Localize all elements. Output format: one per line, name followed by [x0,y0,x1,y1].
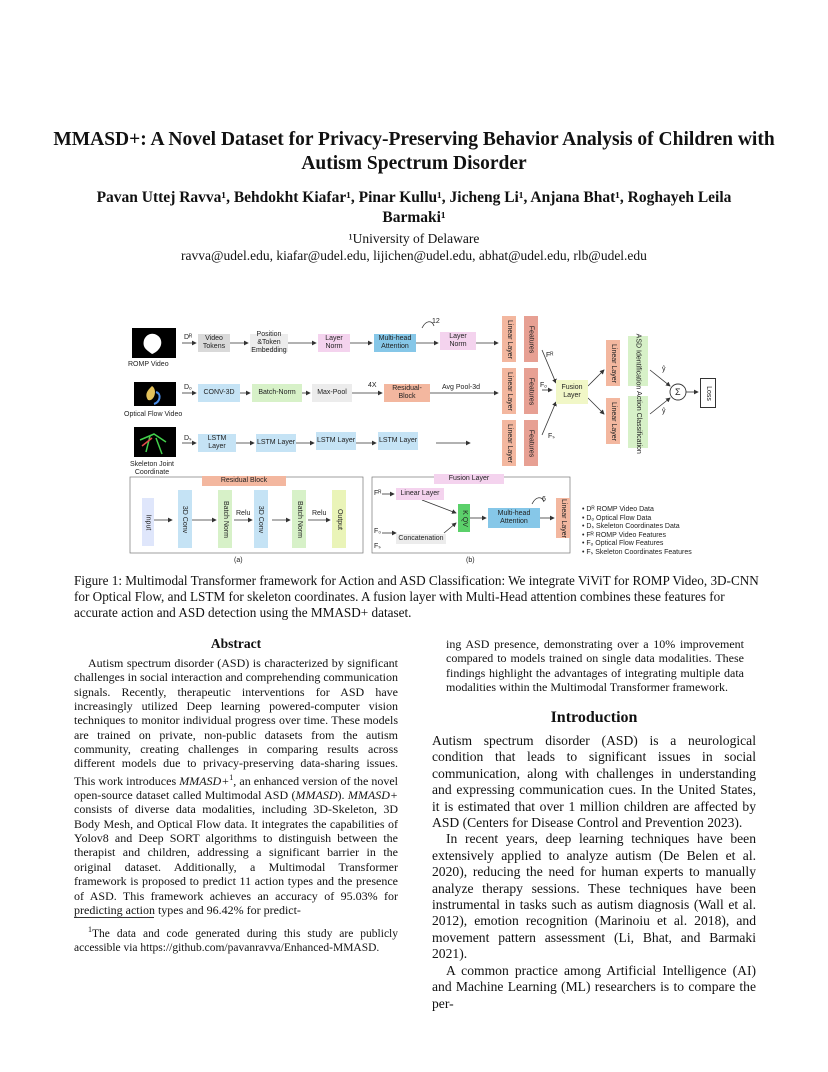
fusion-panel-title: Fusion Layer [434,474,504,484]
symbol-fo: Fₒ [540,382,547,389]
linear-layer-2: Linear Layer [502,368,516,414]
legend-item: • Fₛ Skeleton Coordinates Features [582,548,692,556]
head-linear-2: Linear Layer [606,398,620,444]
subfigure-a: (a) [234,557,243,564]
batchnorm-block: Batch-Norm [252,384,302,402]
intro-paragraph-1: Autism spectrum disorder (ASD) is a neurological condition that leads to significant issues in social communication, along with challenges in understanding and expressing communication cues. In the United States, it is estimated that over 1 million children are affected by ASD (Centers for Disease Control and Prevention 2023). [432,733,756,831]
repeat-4x-label: 4X [368,382,377,389]
intro-paragraph-2: In recent years, deep learning techniques have been extensively applied to analyze autism (De Belen et al. 2020), reducing the need for human experts to manually analyze therapy sessions. These techniques have been instrumental in tasks such as autism diagnosis (Wall et al. 2012), emotion recognition (Marinoiu et al. 2018), and movement pattern assessment (Li, Bhat, and Barmaki 2021). [432,831,756,962]
yhat-2: ŷ [662,408,666,415]
legend-item: • Dᴿ ROMP Video Data [582,506,654,513]
embedding-block: Position &Token Embedding [251,331,287,354]
abstract-continuation: ing ASD presence, demonstrating over a 10% improvement compared to models trained on single data modalities. These findings highlight the advantages of integrating multiple data modalities within the Multimodal Transformer framework. [446,637,744,695]
linear-layer-1: Linear Layer [502,316,516,362]
repeat-6-label: 6 [542,496,546,503]
features-2: Features [524,368,538,414]
optical-flow-label: Optical Flow Video [124,411,183,418]
relu-label-1: Relu [236,510,251,517]
legend-item: • Dₛ Skeleton Coordinates Data [582,523,680,530]
affiliation-block [60,230,768,264]
footnote: $^1$The data and code generated during this study are publicly accessible via https://github.com/pavanravva/Enhanced-MMASD. [74,925,398,954]
relu-label-2: Relu [312,510,327,517]
fusion-output-linear: Linear Layer [556,498,570,538]
fusion-kqv: K QV [458,504,470,532]
lstm-block-1: LSTM Layer [198,434,236,452]
repeat-12-label: 12 [432,318,440,325]
lstm-block-4: LSTM Layer [378,432,418,450]
symbol-ds: Dₛ [184,435,192,442]
figure-legend [582,506,692,557]
fusion-symbol-fr: Fᴿ [374,490,382,497]
loss-block: Loss [700,378,716,408]
residual-output: Output [332,490,346,548]
paper-title: MMASD+: A Novel Dataset for Privacy-Preserving Behavior Analysis of Children with Autism Spectrum Disorder [53,129,775,174]
features-3: Features [524,420,538,466]
layer-norm-block-2: Layer Norm [440,332,476,350]
introduction-body [432,733,756,1012]
residual-input: Input [142,498,154,546]
symbol-fs: Fₛ [548,433,555,440]
action-classification-block: Action Classification [628,396,648,448]
layer-norm-block-1: Layer Norm [318,334,350,352]
features-1: Features [524,316,538,362]
introduction-heading: Introduction [550,709,638,726]
author-line-1: Pavan Uttej Ravva¹, Behdokht Kiafar¹, Pinar Kullu¹, Jicheng Li¹, Anjana Bhat¹, Roghayeh Leila [96,189,732,206]
affiliation: ¹University of Delaware [348,231,480,246]
symbol-do: Dₒ [184,384,192,391]
author-emails: ravva@udel.edu, kiafar@udel.edu, lijichen@udel.edu, abhat@udel.edu, rlb@udel.edu [181,248,647,263]
figure-caption: Figure 1: Multimodal Transformer framework for Action and ASD Classification: We integrate ViViT for ROMP Video, 3D-CNN for Optical Flow, and LSTM for skeleton coordinates. A fusion layer with Multi-Head attention combines these features for accurate action and ASD detection using the MMASD+ dataset. [74,573,759,620]
fusion-mha: Multi-head Attention [488,508,540,528]
residual-bn-2: Batch Norm [292,490,306,548]
legend-item: • Dₒ Optical Flow Data [582,514,652,522]
abstract-heading: Abstract [210,636,262,651]
asd-identification-block: ASD Identification [628,336,648,386]
fusion-symbol-fo: F₀ [374,528,382,535]
skeleton-label: Skeleton Joint Coordinate [130,461,174,476]
lstm-block-2: LSTM Layer [256,434,296,452]
author-line-2: Barmaki¹ [382,209,446,226]
maxpool-block: Max-Pool [312,384,352,402]
linear-layer-3: Linear Layer [502,420,516,466]
fusion-symbol-fs: Fₛ [374,543,381,550]
romp-video-label: ROMP Video [128,361,169,368]
conv3d-block: CONV-3D [198,384,240,402]
avgpool-label: Avg Pool-3d [442,384,481,391]
fusion-concatenation: Concatenation [396,534,446,544]
intro-paragraph-3: A common practice among Artificial Intelligence (AI) and Machine Learning (ML) researchers is to compare the per- [432,962,756,1011]
abstract-body: Autism spectrum disorder (ASD) is characterized by significant challenges in social interaction and comprehending communication signals. Recently, therapeutic interventions for ASD have increasingly utilized Deep learning powered-computer vision techniques to monitor individual progress over time. These models are trained on private, non-public datasets from the autism community, creating challenges in comparing results across different models due to privacy-preserving data-sharing issues. This work introduces MMASD+$^1$, an enhanced version of the novel open-source dataset called Multimodal ASD (MMASD). MMASD+ consists of diverse data modalities, including 3D-Skeleton, 3D Body Mesh, and Optical Flow data. It integrates the capabilities of Yolov8 and Deep SORT algorithms to distinguish between the therapist and children, addressing a significant barrier in the original dataset. Additionally, a Multimodal Transformer framework is proposed to predict 11 action types and the presence of ASD. This framework achieves an accuracy of 95.03% for predicting action types and 96.42% for predict- [74,656,399,917]
video-tokens-block: Video Tokens [198,334,230,352]
residual-block-title: Residual Block [202,476,286,486]
mha-block: Multi-head Attention [374,334,416,352]
residual-bn-1: Batch Norm [218,490,232,548]
figure-1 [120,310,720,568]
sigma-symbol: Σ [675,387,681,397]
fusion-linear-layer: Linear Layer [396,488,444,500]
head-linear-1: Linear Layer [606,340,620,386]
footnote-rule [74,917,154,918]
legend-item: • Fₒ Optical Flow Features [582,540,664,547]
symbol-dr: Dᴿ [184,334,193,341]
yhat-1: ŷ [662,366,666,373]
residual-conv-2: 3D Conv [254,490,268,548]
residual-conv-1: 3D Conv [178,490,192,548]
symbol-fr: Fᴿ [546,352,554,359]
lstm-block-3: LSTM Layer [316,432,356,450]
fusion-layer-block: Fusion Layer [556,380,588,404]
legend-item: • Fᴿ ROMP Video Features [582,531,666,539]
author-list [60,188,768,228]
residual-block: Residual-Block [384,384,430,402]
subfigure-b: (b) [466,557,475,564]
